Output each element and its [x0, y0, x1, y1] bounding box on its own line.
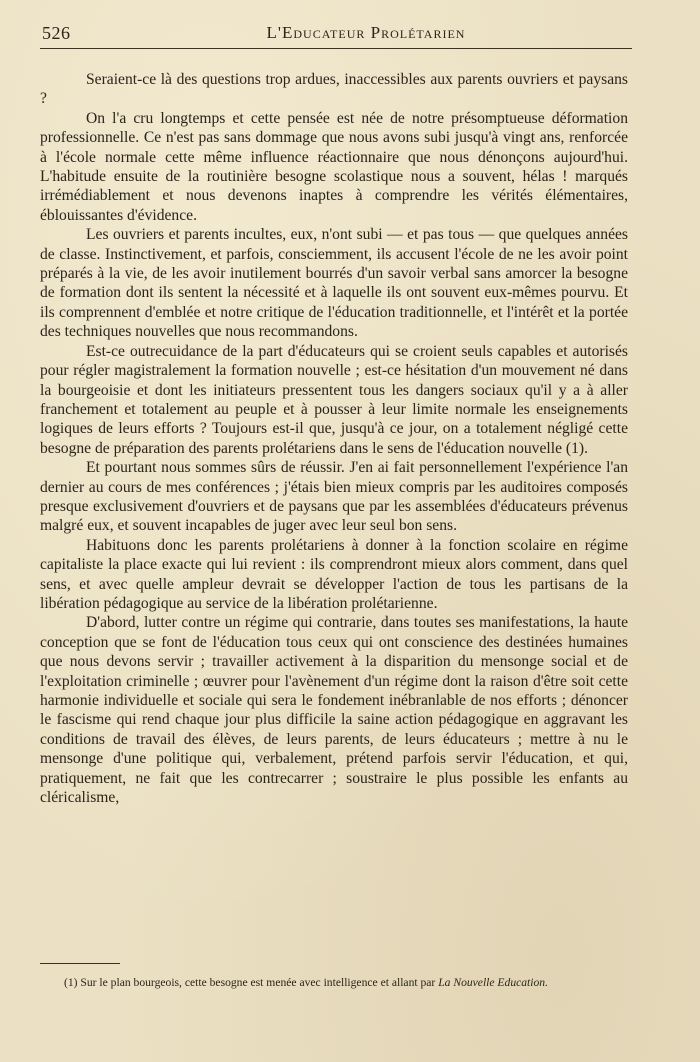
paragraph: Et pourtant nous sommes sûrs de réussir. J'en ai fait personnellement l'expérience l'an dernier au cours de mes conférences ; j'étais bien mieux compris par les auditoires composés presque exclusivement d'ouvriers et de paysans que par les assemblées d'éducateurs prévenus malgré eux, et souvent incapables de juger avec leur seul bon sens.: [40, 459, 628, 535]
paragraph: Les ouvriers et parents incultes, eux, n'ont subi — et pas tous — que quelques années de classe. Instinctivement, et parfois, consciemment, ils accusent l'école de ne les avoir point préparés à la vie, de les avoir inutilement bourrés d'un savoir verbal sans amorcer la besogne de formation dont ils sentent la nécessité et à laquelle ils ont souvent eux-mêmes pourvu. Et ils comprennent d'emblée et notre critique de l'éducation traditionnelle, et l'intérêt et la portée des techniques nouvelles que nous recommandons.: [40, 226, 628, 341]
paragraph: On l'a cru longtemps et cette pensée est née de notre présomptueuse déformation professionnelle. Ce n'est pas sans dommage que nous avons subi jusqu'à vingt ans, renforcée à l'école normale cette même influence réactionnaire que nous dénonçons aujourd'hui. L'habitude ensuite de la routinière besogne scolastique nous a souvent, hélas ! marqués irrémédiablement et nous devenons inaptes à comprendre les vérités élémentaires, éblouissantes d'évidence.: [40, 109, 628, 224]
footnote-italic-title: La Nouvelle Education.: [438, 976, 548, 989]
footnote-body: (1) Sur le plan bourgeois, cette besogne est menée avec intelligence et allant par: [64, 976, 439, 989]
footnote-divider: [40, 963, 120, 964]
paragraph: Est-ce outrecuidance de la part d'éducateurs qui se croient seuls capables et autorisés pour régler magistralement la formation nouvelle ; est-ce hésitation d'un mouvement né dans la bourgeoisie et dont les initiateurs pressentent tous les dangers sociaux qu'il y a à aller franchement et totalement au peuple et à pousser à leur limite normale les enseignements logiques de leurs efforts ? Toujours est-il que, jusqu'à ce jour, on a totalement négligé cette besogne de préparation des parents prolétariens dans le sens de l'éducation nouvelle (1).: [40, 342, 628, 457]
body-text: [40, 70, 628, 807]
paragraph: Seraient-ce là des questions trop ardues, inaccessibles aux parents ouvriers et paysans ?: [40, 71, 628, 108]
paragraph: D'abord, lutter contre un régime qui contrarie, dans toutes ses manifestations, la haute conception que se font de l'éducation tous ceux qui ont conscience des destinées humaines que nous devons servir ; travailler activement à la disparition du mensonge social et de l'exploitation criminelle ; œuvrer pour l'avènement d'un régime dont la raison d'être soit cette harmonie individuelle et sociale qui sera le fondement inébranlable de nos efforts ; dénoncer le fascisme qui rend chaque jour plus difficile la saine action pédagogique en aggravant les conditions de travail des élèves, de leurs parents, de leurs éducateurs ; mettre à nu le mensonge d'une politique qui, verbalement, prétend parfois servir l'éducation, et qui, pratiquement, ne fait que les contrecarrer ; soustraire le plus possible les enfants au cléricalisme,: [40, 614, 628, 807]
footnote-text: [40, 974, 628, 991]
running-title: L'Educateur Prolétarien: [266, 23, 466, 42]
footnote: [40, 974, 628, 991]
page-header: [40, 22, 632, 49]
paragraph: Habituons donc les parents prolétariens à donner à la fonction scolaire en régime capitaliste la place exacte qui lui revient : ils comprendront mieux alors comment, dans quel sens, et avec quelle ampleur devrait se développer l'action de tous les partisans de la libération pédagogique au service de la libération prolétarienne.: [40, 536, 628, 612]
page-number: 526: [42, 23, 71, 43]
